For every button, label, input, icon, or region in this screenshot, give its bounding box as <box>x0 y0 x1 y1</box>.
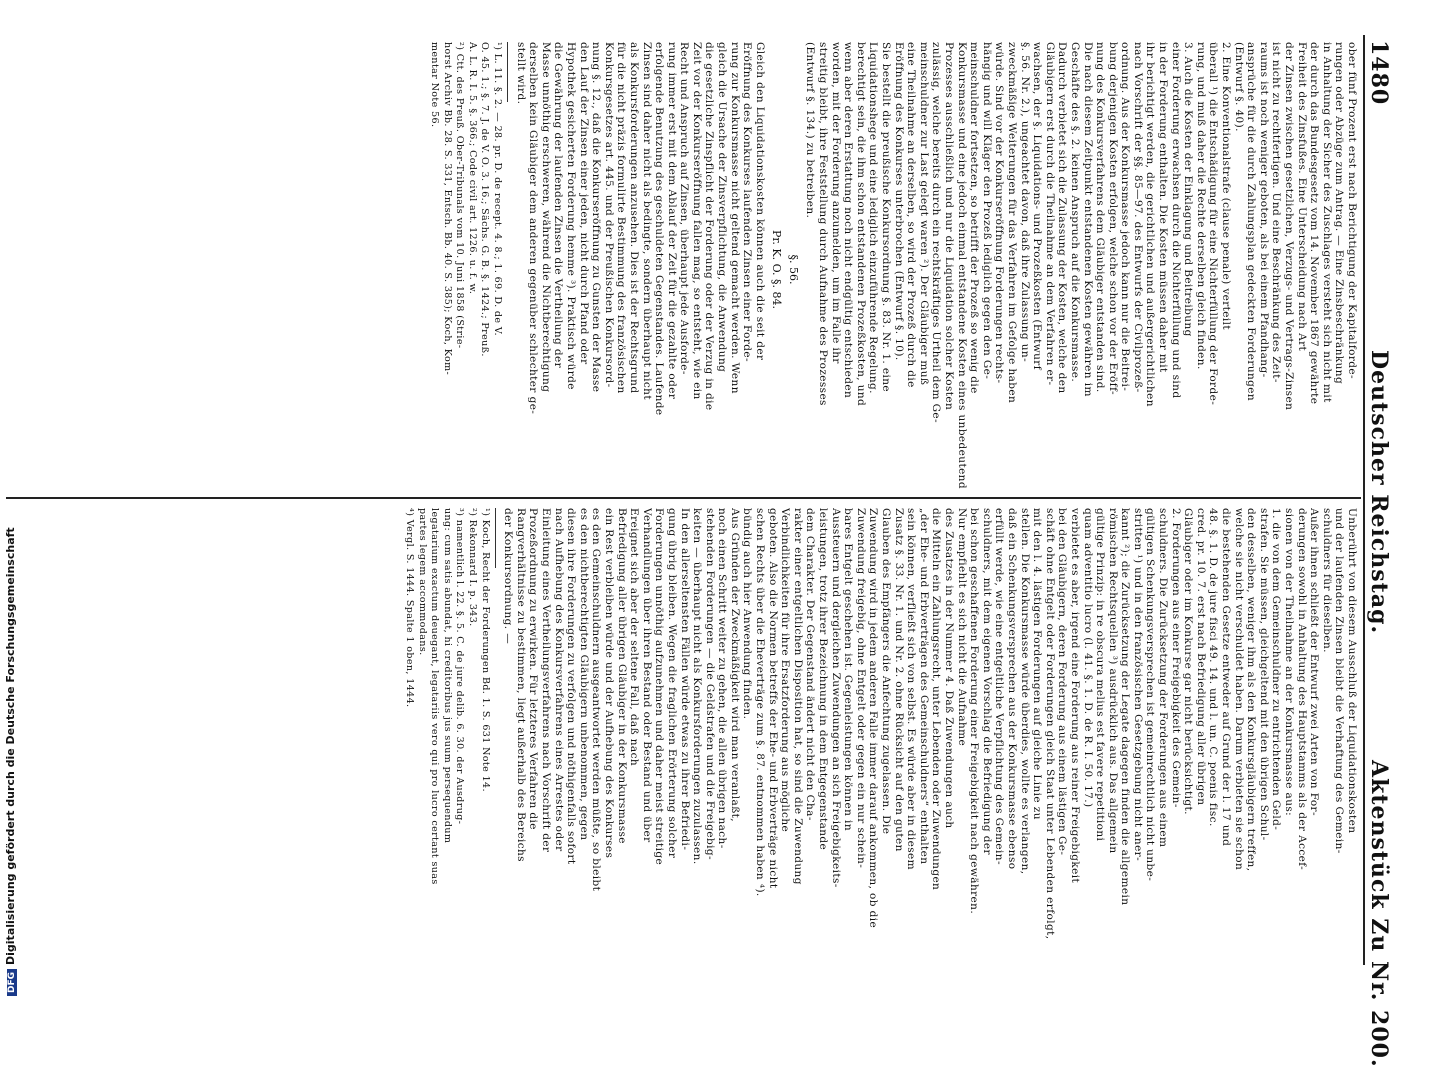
text-line: 1. die von dem Gemeinschuldner zu entrichtenden Geld- <box>1270 508 1283 831</box>
text-line: derungen sowohl in Anhaltung des Hauptstamms als der Accef- <box>1295 508 1308 871</box>
text-line: meinschuldner fortsetzen, so betrifft der Prozeß so wenig die <box>968 42 981 394</box>
text-line: ein Rest verbleiben würde und der Aufhebung des Konkurses <box>602 508 615 859</box>
right-column <box>402 508 1358 963</box>
text-line: stellt wird. <box>514 42 527 105</box>
text-line: geboten. Also die Normen betreffs der Ehe- und Erbverträge nicht <box>766 508 779 889</box>
text-line: es den Gemeinschuldnern ausgeantwortet werden müßte, so bleibt <box>590 508 603 892</box>
text-line: schuldners für dieselben. <box>1320 508 1333 653</box>
text-line: bares Entgelt geschehen ist. Gegenleistungen können in <box>842 508 855 831</box>
text-line: erfüllt werde, wie eine entgeltliche Verpflichtung des Gemein- <box>993 508 1006 865</box>
text-line: der Konkursordnung. — <box>502 508 515 645</box>
text-line: Prozeßordnung zu erwirken. Für letzteres Verfahren die <box>527 508 540 830</box>
text-line: Ereignet sich aber der seltene Fall, daß nach <box>628 508 641 767</box>
text-line: Recht und Anspruch auf Zinsen, überhaupt jede Ausforde- <box>678 42 691 375</box>
text-line: zulässig, welche bereits durch ein rechtskräftiges Urtheil dem Ge- <box>930 42 943 423</box>
text-line: Aussteuern und dergleichen Zuwendungen an sich Freigebigkeits- <box>829 508 842 888</box>
text-line: verbietet es aber, irgend eine Forderung aus reiner Freigebigkeit <box>1068 508 1081 884</box>
text-line: „der Ehe- und Erbverträgen des Gemeinschuldners“ enthalten <box>917 508 930 865</box>
text-line: die Gewährung der laufenden Zinsen die Vertheilung der <box>552 42 565 369</box>
section-reference: Pr. K. O. §. 84. <box>769 229 783 309</box>
text-line: streitig bleibt, ihre Feststellung durch Aufnahme des Prozesses <box>817 42 830 406</box>
text-line: raums ist noch weniger geboten, als bei einem Pfandhang- <box>1257 42 1270 378</box>
footnote-line: mentar Note 56. <box>429 42 441 128</box>
text-line: leistungen, trotz ihrer Bezeichnung in dem Entgegenstande <box>817 508 830 851</box>
text-line: berechtigt sein, die ihm schon entstandenen Prozeßkosten, und <box>854 42 867 407</box>
text-line: diesen ihre Forderungen zu verfolgen und nöthigenfalls sofort <box>565 508 578 865</box>
text-line: quam adventitio lucro (l. 41. §. 1. D. de R. I. 50. 17.) <box>1081 508 1094 808</box>
text-line: gleich die Ursache der Zinsverpflichtung, die Anwendung <box>716 42 729 373</box>
footnote-line: ¹) L. 11. §. 2. — 28. pr. D. de recept. 4. 8.; 1. 69. D. de V. <box>492 42 503 336</box>
text-line: Befriedigung aller übrigen Gläubiger in der Konkursmasse <box>615 508 628 844</box>
text-line: stritten ¹) und in den französischen Gesetzgebung nicht aner- <box>1131 508 1144 862</box>
text-line: keiten — überhaupt nicht als Konkursforderungen zuzulassen. <box>691 508 704 865</box>
text-line: (Entwurf §. 134.) zu betreiben. <box>804 42 817 219</box>
text-line: Gläubiger oder im Konkurse gar nicht berücksichtigt. <box>1182 508 1195 815</box>
text-line: eine Theilnahme an derselben, so wird der Prozeß durch die <box>905 42 918 388</box>
text-line: Die nach diesem Zeitpunkt entstandenen Kosten gewähren im <box>1081 42 1094 397</box>
text-line: Gleich den Liquidationskosten können auch die seit der <box>753 42 766 361</box>
text-line: bei schon geschaffenen Forderung einer Freigebigkeit nach gewähren. <box>968 508 981 915</box>
dfg-logo-badge: DFG <box>7 969 17 996</box>
text-line: Nur empfiehlt es sich nicht die Aufnahme <box>955 508 968 747</box>
text-line: ist nicht zu rechtfertigen. Und eine Beschränkung des Zeit- <box>1270 42 1283 383</box>
text-line: Verhandlungen über ihren Bestand oder Bestand und über <box>640 508 653 843</box>
text-line: 3. Auch die Kosten der Einklagung und Beitreibung <box>1182 42 1195 337</box>
text-line: rung, und muß daher die Rechte derselben gleich finden. <box>1194 42 1207 370</box>
text-line: gung übrig bleiben. Wegen die fraglichen Erörterung solcher <box>665 508 678 859</box>
text-line: bung derjenigen Kosten erfolgen, welche schon vor der Eröff- <box>1106 42 1119 395</box>
text-line: schuldners. Die Zurücksetzung der Forderungen aus einem <box>1157 508 1170 848</box>
text-line: noch einen Schritt weiter zu gehen, die allen übrigen nach- <box>716 508 729 849</box>
text-line: würde. Sind vor der Konkurseröffnung Forderungen rechts- <box>993 42 1006 384</box>
text-line: Sie bestellt die preußische Konkursordnung §. 83. Nr. 1. eine <box>880 42 893 393</box>
text-line: nach Aufhebung des Konkursverfahrens eines Arrestes oder <box>552 508 565 852</box>
text-line: wachsen, der §. Liquidations- und Prozeßkosten (Entwurf <box>1031 42 1044 370</box>
text-line: römischen Rechtsquellen ³) ausdrücklich aus. Das allgemein <box>1106 508 1119 854</box>
text-line: Eröffnung des Konkurses unterbrochen (Entwurf §. 10). <box>892 42 905 361</box>
text-line: Hypothek gesicherten Forderung hemme ³). Praktisch würde <box>564 42 577 390</box>
footnote-line: O. 45. 1.; §. 7. J. de V. O. 3. 16.; Sächs. G. B. §. 1424.; Preuß. <box>479 42 491 357</box>
text-line: (Entwurf §. 40). <box>1232 42 1245 132</box>
text-line: in Anhaltung der Sicher des Zuschlages versteht sich nicht mit <box>1320 42 1333 403</box>
footnote-line: legatarium exactum deuegant, legatariis vero qui pro lucro certant suas <box>429 508 441 885</box>
footnote-line: horst Archiv Bb. 28. S. 331, Entsch. Bb. 40. S. 385); Koch, Kom- <box>441 42 453 376</box>
text-line: schäft ohne Entgelt oder Forderungen gleich Staat unter Lebenden erfolgt, <box>1043 508 1056 940</box>
footnote-line: ung: cum satis abundat, hi creditoribus jus suum persequendum <box>441 508 453 844</box>
footnote-line: ⁴) Vergl. S. 1444. Spalte 1 oben, 1444. <box>404 508 416 708</box>
text-line: schen Rechts über die Eheverträge zum §. 87. entnommen haben ⁴). <box>754 508 767 897</box>
text-line: sionen von der Theilnahme an der Konkursmasse aus: <box>1283 508 1296 817</box>
header-rule <box>1363 35 1365 965</box>
text-line: kannt ²); die Zurücksetzung der Legate dagegen finden die allgemein <box>1119 508 1132 906</box>
text-line: Liquidationshege und eine lediglich einzuführende Regelung. <box>867 42 880 394</box>
text-line: rungen oder Abzüge zum Antrag. — Eine Zinsbeschränkung <box>1333 42 1346 385</box>
left-column <box>427 42 1358 497</box>
text-line: 48. §. 1. D. de jure fisci 49. 14. und l. un. C. poenis fisc. <box>1207 508 1220 827</box>
text-line: den desselben, weniger ihm als den Konkursgläubigern treffen, <box>1245 508 1258 872</box>
text-line: Einleitung eines Vertheilungsverfahrens nach Vorschrift der <box>540 508 552 853</box>
text-line: Unberührt von diesem Ausschluß der Liquidationskosten <box>1346 508 1358 834</box>
text-line: Verbindlichkeiten für ihre Ersatzforderung aus mögliche <box>779 508 792 833</box>
text-line: Zeit vor der Konkurseröffnung fallen mag, so entsteht, wie ein <box>690 42 703 400</box>
text-line: §. 56. Nr. 2.), ungeachtet davon, daß ihre Zulassung un- <box>1018 42 1031 363</box>
text-line: Konkursgesetzes art. 445. und der Preußischen Konkursord- <box>602 42 615 388</box>
text-line: Rangverhältnisse zu bestimmen, liegt außerhalb des Bereichs <box>514 508 527 862</box>
text-line: einer Forderung erwachsen durch die Nichterfüllung und sind <box>1169 42 1182 399</box>
text-line: Gläubigern erst durch die Theilnahme an dem Verfahren er- <box>1043 42 1056 386</box>
footnote-line: ¹) Koch, Recht der Forderungen Bd. 1. S. 631 Note 14. <box>479 508 491 792</box>
text-line: Prozesses ausschließlich und nur die Liquidation solcher Kosten <box>943 42 955 411</box>
text-line: zweckmäßige Weiterungen für das Verfahren im Gefolge haben <box>1005 42 1018 404</box>
text-line: Masse unnöthig erschweren, während die Nichtberechtigung <box>539 42 552 393</box>
text-line: meinschuldner zur Last gelegt waren ²). Der Gläubiger muß <box>917 42 930 386</box>
footnote-line: ³) namentlich l. 22. §. 5. C. de jure delib. 6. 30. der Ausdrug- <box>454 508 466 825</box>
text-line: Außer ihnen schließt der Entwurf zwei Arten von For- <box>1308 508 1321 816</box>
text-line: stehenden Forderungen — die Geldstrafen und die Freigebig- <box>703 508 716 860</box>
text-line: hängig und will Kläger den Prozeß lediglich gegen den Ge- <box>980 42 993 380</box>
text-line: der durch das Bundesgesetz vom 14. November 1867 gewährte <box>1308 42 1321 405</box>
text-line: ordnung. Aus der Konkursmasse jedoch kann nur die Beitrei- <box>1119 42 1132 392</box>
text-line: in der Forderung enthalten. Die Kosten müssen daher mit <box>1157 42 1170 373</box>
text-line: die Mitteln ein Zahlungsrecht, unter Lebenden oder Zuwendungen <box>930 508 943 891</box>
text-line: nung des Konkursverfahrens dem Gläubiger entstanden sind. <box>1094 42 1107 393</box>
text-line: Dadurch verbietet sich die Zulassung der Kosten, welche den <box>1056 42 1069 394</box>
text-line: Konkursmasse und eine jedoch einmal entstandene Kosten eines unbedeutend <box>955 42 968 489</box>
text-line: cred. pr. 10. 7. erst nach Befriedigung aller übrigen <box>1194 508 1207 806</box>
text-line: worden, mit der Forderung anzumelden, um im Falle ihr <box>829 42 842 364</box>
footnote-rule <box>507 42 508 102</box>
text-line: dem Charakter. Der Gegenstand ändert nicht den Cha- <box>804 508 817 821</box>
text-line: Forderungen unnöthig aufzunehmen und daher meist streitige <box>653 508 666 866</box>
text-line: derselben kein Gläubiger dem anderen gegenüber schlechter ge- <box>527 42 540 415</box>
footnote-line: partes legem accommodans. <box>416 508 428 656</box>
text-line: des Zusatzes in der Nummer 4. Daß Zuwendungen auch <box>943 508 955 829</box>
text-line: gültigen Schenkungsversprechen ist gemeinrechtlich nicht unbe- <box>1144 508 1157 882</box>
page-number: 1480 <box>1366 40 1392 106</box>
text-line: es den nichtberechtigten Gläubigern unbenommen, gegen <box>577 508 590 841</box>
text-line: Zuwendung freigebig, ohne Entgelt oder gegen ein nur schein- <box>854 508 867 869</box>
text-line: Aus Gründen der Zweckmäßigkeit wird man veranlaßt, <box>728 508 741 822</box>
text-line: stellen. Die Konkursmasse würde überdies, wollte es verlangen, <box>1018 508 1031 875</box>
text-line: rung immer erst mit dem Ablauf der Zeit für die gezahlte oder <box>665 42 678 400</box>
text-line: welche sie nicht verschuldet haben. Darum verbieten sie schon <box>1232 508 1245 871</box>
text-line: der Zinsen zwischen gesetzlichen, Verzugs- und Vertrags-Zinsen <box>1283 42 1296 411</box>
text-line: überall ¹) die Entschädigung für eine Nichterfüllung der Forde- <box>1207 42 1220 406</box>
text-line: und der laufenden Zinsen bleibt die Verhaftung des Gemein- <box>1333 508 1346 854</box>
text-line: den Lauf der Zinsen einer jeden, nicht durch Pfand oder <box>577 42 590 365</box>
text-line: die gesetzliche Zinspflicht der Forderung oder der Verzug in die <box>703 42 716 411</box>
text-line: erfolgende Benutzung des geschuldeten Gegenstandes. Laufende <box>653 42 666 416</box>
text-line: schuldners, mit dem eigenen Vorschlag die Befriedigung der <box>980 508 993 855</box>
text-line: ober fünf Prozent erst nach Berichtigung der Kapitalforde- <box>1346 42 1358 379</box>
text-line: nach Vorschrift der §§. 85—97. des Entwurfs der Civilprozeß- <box>1131 42 1144 393</box>
text-line: als Konkursforderungen anzusehen. Dies ist der Rechtsgrund <box>627 42 640 394</box>
text-line: gültige Prinzip: in re obscura melius est favere repetitioni <box>1094 508 1107 842</box>
text-line: Freiheit des Zinsfußes. Eine Unterscheidung nach Art <box>1295 42 1308 352</box>
footnote-line: ²) Rekonnard I. p. 343. <box>467 508 479 627</box>
text-line: In den allerseltensten Fällen würde etwas zu ihrer Befriedi- <box>678 508 691 851</box>
text-line: bündig auch hier Anwendung finden. <box>741 508 754 720</box>
text-line: Glauben des Empfängers die Anfechtung zugelassen. Die <box>880 508 893 835</box>
text-line: rung zur Konkursmasse nicht geltend gemacht werden. Wenn <box>728 42 741 394</box>
text-line: nung §. 12., daß die Konkurseröffnung zu Gunsten der Masse <box>590 42 603 393</box>
footnote-rule <box>495 508 496 568</box>
footnote-line: ²) Ctt. des Preuß. Ober-Tribunals vom 10. Juni 1858 (Strie- <box>454 42 466 349</box>
text-line: Geschäfte des §. 2. keinen Anspruch auf die Konkursmasse. <box>1068 42 1081 383</box>
text-line: ansprüche für die durch Zahlungsplan gedeckten Forderungen <box>1245 42 1258 402</box>
text-line: rakter einer entgeltlichen Disposition hat, so sind die Zuwendung <box>791 508 804 885</box>
text-line: Zuwendung wird in jedem anderen Falle immer darauf ankommen, ob die <box>867 508 880 929</box>
text-line: sein können, verfließt sich von selbst. Es würde aber in diesem <box>905 508 918 871</box>
text-line: strafen. Sie müssen, gleichgeltend mit den übrigen Schul- <box>1257 508 1270 841</box>
text-line: mit den l. 4. lästigen Forderungen auf gleiche Linie zu <box>1031 508 1044 820</box>
text-line: daß ein Schenkungsversprechen aus der Konkursmasse ebenso <box>1005 508 1018 870</box>
page-title: Deutscher Reichstag. <box>1366 350 1392 635</box>
text-line: Zinsen sind daher nicht als bedingte, sondern überhaupt nicht <box>640 42 653 400</box>
text-line: 2. Eine Konventionalstrafe (clause penale) verteilt <box>1220 42 1233 331</box>
column-divider <box>6 497 1361 499</box>
text-line: die bestehenden Gesetze entweder auf Grund der l. 17 und <box>1220 508 1233 847</box>
section-title: §. 56. <box>786 254 800 285</box>
text-line: 2. Forderungen aus einer Freigebigkeit des Gemein- <box>1169 508 1182 808</box>
text-line: für die nicht präzis formulirte Bestimmung des französischen <box>615 42 628 394</box>
page-header-right: Aktenstück Zu Nr. 200. <box>1366 760 1392 1068</box>
text-line: ihr berichtigt werden, die gerichtlichen und außergerichtlichen <box>1144 42 1157 407</box>
footnote-line: A. L. R. I. 5. §. 366.; Code civil art. 1226. u. f. w. <box>466 42 478 295</box>
text-line: bei den Gläubigern, deren Forderung aus einem lästigen Ge- <box>1056 508 1069 856</box>
credit-text: Digitalisierung gefördert durch die Deutsche Forschungsgemeinschaft <box>4 527 17 965</box>
text-line: Zusatz §. 33. Nr. 1. und Nr. 2. ohne Rücksicht auf den guten <box>892 508 905 852</box>
digitization-credit <box>4 527 17 996</box>
text-line: wenn aber deren Erstattung noch nicht endgültig entschieden <box>842 42 855 399</box>
text-line: Eröffnung des Konkurses laufenden Zinsen einer Forde- <box>741 42 754 362</box>
